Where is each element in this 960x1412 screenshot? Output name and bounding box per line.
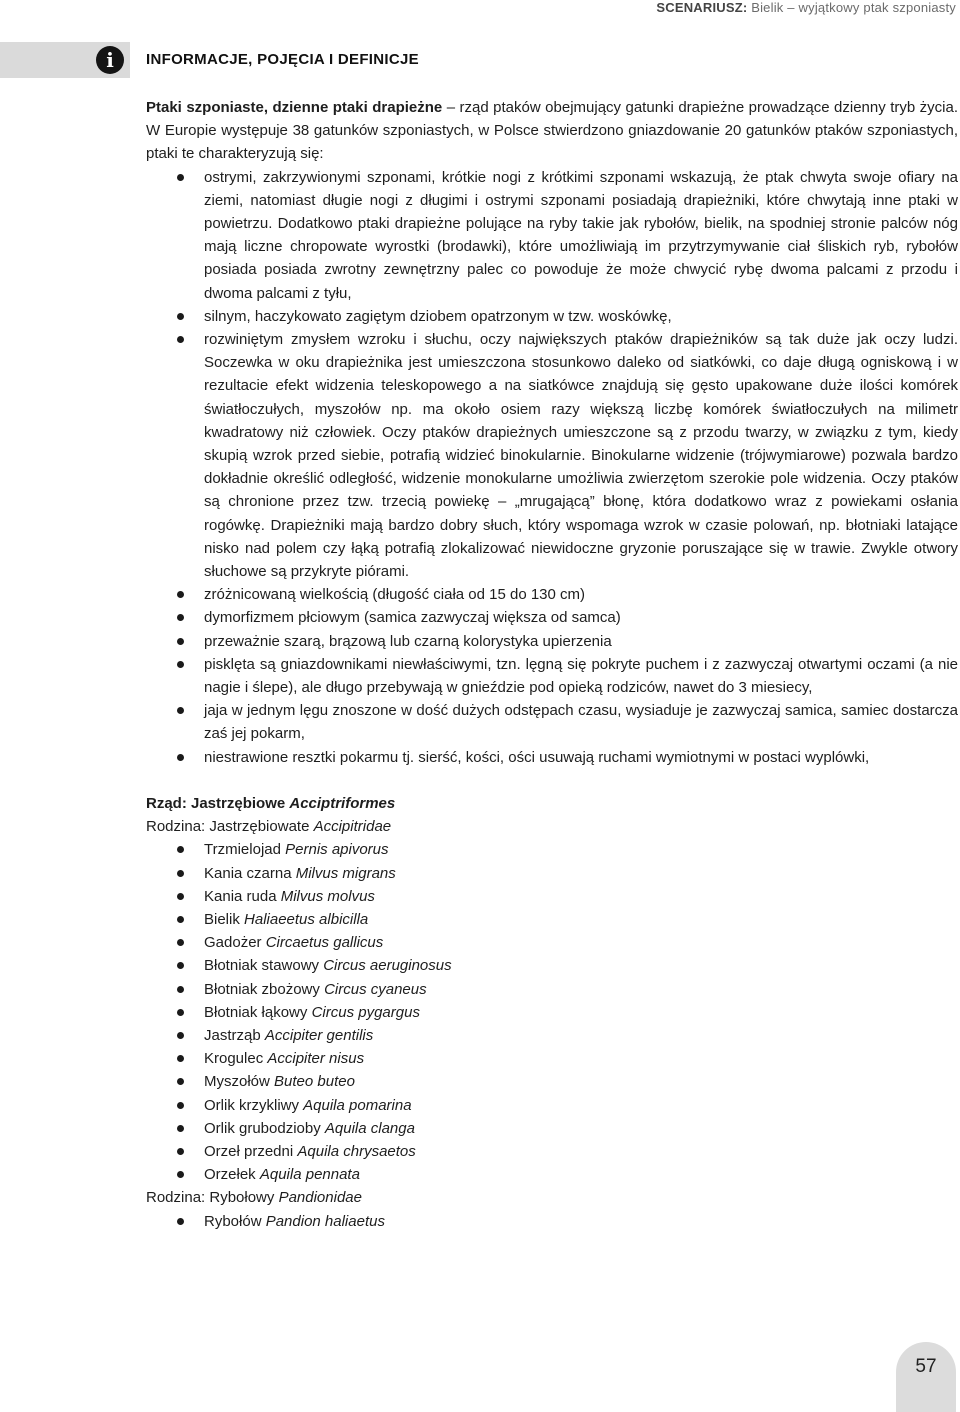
species-latin: Circus aeruginosus	[323, 957, 452, 975]
species-item	[204, 1047, 958, 1070]
species-item	[204, 838, 958, 861]
species-name: Błotniak zbożowy	[204, 980, 325, 998]
species-item	[204, 908, 958, 931]
species-name: Orlik grubodzioby	[204, 1119, 325, 1137]
species-list	[146, 838, 958, 1186]
species-latin: Milvus molvus	[280, 887, 375, 905]
species-name: Błotniak łąkowy	[204, 1003, 312, 1021]
species-latin: Haliaeetus albicilla	[244, 910, 369, 928]
species-item	[204, 1070, 958, 1093]
feature-item: niestrawione resztki pokarmu tj. sierść, kości, ości usuwają ruchami wymiotnymi w postaci wyplówki,	[204, 746, 958, 769]
family-latin: Pandionidae	[278, 1189, 362, 1207]
family-heading	[146, 815, 958, 838]
species-name: Myszołów	[204, 1073, 275, 1091]
species-name: Kania ruda	[204, 887, 281, 905]
species-latin: Circus pygargus	[311, 1003, 420, 1021]
family-latin: Accipitridae	[313, 818, 392, 836]
species-name: Orzełek	[204, 1166, 260, 1184]
feature-item: przeważnie szarą, brązową lub czarną kolorystyka upierzenia	[204, 630, 958, 653]
species-latin: Circaetus gallicus	[265, 934, 384, 952]
order-heading	[146, 792, 958, 815]
species-latin: Milvus migrans	[295, 864, 396, 882]
species-name: Krogulec	[204, 1050, 268, 1068]
family-heading	[146, 1186, 958, 1209]
main-content	[146, 96, 958, 1233]
species-item	[204, 978, 958, 1001]
species-latin: Accipiter nisus	[267, 1050, 365, 1068]
species-item	[204, 1094, 958, 1117]
species-item	[204, 885, 958, 908]
species-name: Kania czarna	[204, 864, 296, 882]
family-label: Rodzina: Rybołowy	[146, 1189, 279, 1207]
species-name: Gadożer	[204, 934, 266, 952]
features-list	[146, 166, 958, 769]
order-label: Rząd: Jastrzębiowe	[146, 794, 290, 812]
species-latin: Aquila pennata	[259, 1166, 360, 1184]
species-item	[204, 1024, 958, 1047]
species-latin: Buteo buteo	[274, 1073, 355, 1091]
species-item	[204, 1001, 958, 1024]
intro-paragraph	[146, 96, 958, 166]
feature-item: jaja w jednym lęgu znoszone w dość dużych odstępach czasu, wysiaduje je zazwyczaj samica, samiec dostarcza zaś jej pokarm,	[204, 699, 958, 745]
feature-item: rozwiniętym zmysłem wzroku i słuchu, oczy największych ptaków drapieżników są tak duże jak oczy ludzi. Soczewka w oku drapieżnika jest umieszczona stosunkowo daleko od siatkówki, co daje długą ogniskową i w rezultacie efekt widzenia teleskopowego a na siatkówce znajdują się gęsto upakowane duże ilości komórek światłoczułych, myszołów np. ma około osiem razy większą liczbę komórek światłoczułych na milimetr kwadratowy niż człowiek. Oczy ptaków drapieżnych umieszczone są z przodu twarzy, w związku z tym, kiedy skupią wzrok przed siebie, potrafią widzieć binokularnie. Binokularne widzenie (trójwymiarowe) pozwala bardzo dokładnie określić odległość, widzenie monokularne umożliwia zwierzętom szerokie pole widzenia. Oczy ptaków są chronione przez tzw. trzecią powiekę – „mrugającą” błonę, która dodatkowo wraz z powiekami osłania rogówkę. Drapieżniki mają bardzo dobry słuch, który wspomaga wzrok w czasie polowań, np. błotniaki latające nisko nad polem czy łąką potrafią zlokalizować niewidoczne gryzonie poruszające się w trawie. Zwykle otwory słuchowe są przykryte piórami.	[204, 328, 958, 583]
species-item	[204, 862, 958, 885]
species-latin: Pandion haliaetus	[265, 1212, 385, 1230]
species-name: Orzeł przedni	[204, 1142, 298, 1160]
species-latin: Circus cyaneus	[324, 980, 427, 998]
feature-item: pisklęta są gniazdownikami niewłaściwymi, tzn. lęgną się pokryte puchem i z zazwyczaj otwartymi oczami (a nie nagie i ślepe), ale długo przebywają w gnieździe pod opieką rodziców, nawet do 3 miesiecy,	[204, 653, 958, 699]
header-title: Bielik – wyjątkowy ptak szponiasty	[751, 0, 956, 15]
intro-text: – rząd ptaków obejmujący gatunki drapieżne prowadzące dzienny tryb życia. W Europie występuje 38 gatunków szponiastych, w Polsce stwierdzono gniazdowanie 20 gatunków ptaków szponiastych, ptaki te charakteryzują się:	[146, 99, 958, 163]
species-item	[204, 954, 958, 977]
species-name: Jastrząb	[204, 1026, 265, 1044]
order-latin: Acciptriformes	[289, 794, 396, 812]
intro-term: Ptaki szponiaste, dzienne ptaki drapieżne	[146, 99, 443, 116]
species-name: Trzmielojad	[204, 841, 286, 859]
species-list	[146, 1210, 958, 1233]
species-item	[204, 931, 958, 954]
species-item	[204, 1140, 958, 1163]
species-latin: Accipiter gentilis	[264, 1026, 374, 1044]
species-name: Bielik	[204, 910, 245, 928]
feature-item: ostrymi, zakrzywionymi szponami, krótkie nogi z krótkimi szponami wskazują, że ptak chwyta swoje ofiary na ziemi, natomiast długie nogi z długimi i ostrymi szponami posiadają drapieżniki, które chwytają inne ptaki w powietrzu. Dodatkowo ptaki drapieżne polujące na ryby takie jak rybołów, bielik, na spodniej stronie palców nóg mają liczne chropowate wyrostki (brodawki), które umożliwiają im przytrzymywanie ciał śliskich ryb, rybołów posiada posiada zwrotny zewnętrzny palec co powoduje że może chwycić rybę dwoma palcami z przodu i dwoma palcami z tyłu,	[204, 166, 958, 305]
page-number: 57	[915, 1356, 937, 1377]
species-item	[204, 1210, 958, 1233]
section-title: INFORMACJE, POJĘCIA I DEFINICJE	[146, 51, 419, 68]
species-name: Błotniak stawowy	[204, 957, 324, 975]
header-series: SCENARIUSZ:	[656, 0, 748, 15]
species-latin: Aquila clanga	[324, 1119, 415, 1137]
species-latin: Aquila chrysaetos	[297, 1142, 416, 1160]
family-label: Rodzina: Jastrzębiowate	[146, 818, 314, 836]
feature-item: dymorfizmem płciowym (samica zazwyczaj większa od samca)	[204, 606, 958, 629]
info-icon: i	[96, 46, 124, 74]
running-header	[656, 0, 956, 15]
species-latin: Aquila pomarina	[303, 1096, 412, 1114]
species-name: Orlik krzykliwy	[204, 1096, 304, 1114]
species-item	[204, 1163, 958, 1186]
feature-item: silnym, haczykowato zagiętym dziobem opatrzonym w tzw. woskówkę,	[204, 305, 958, 328]
species-item	[204, 1117, 958, 1140]
species-name: Rybołów	[204, 1212, 266, 1230]
species-latin: Pernis apivorus	[285, 841, 389, 859]
feature-item: zróżnicowaną wielkością (długość ciała od 15 do 130 cm)	[204, 583, 958, 606]
